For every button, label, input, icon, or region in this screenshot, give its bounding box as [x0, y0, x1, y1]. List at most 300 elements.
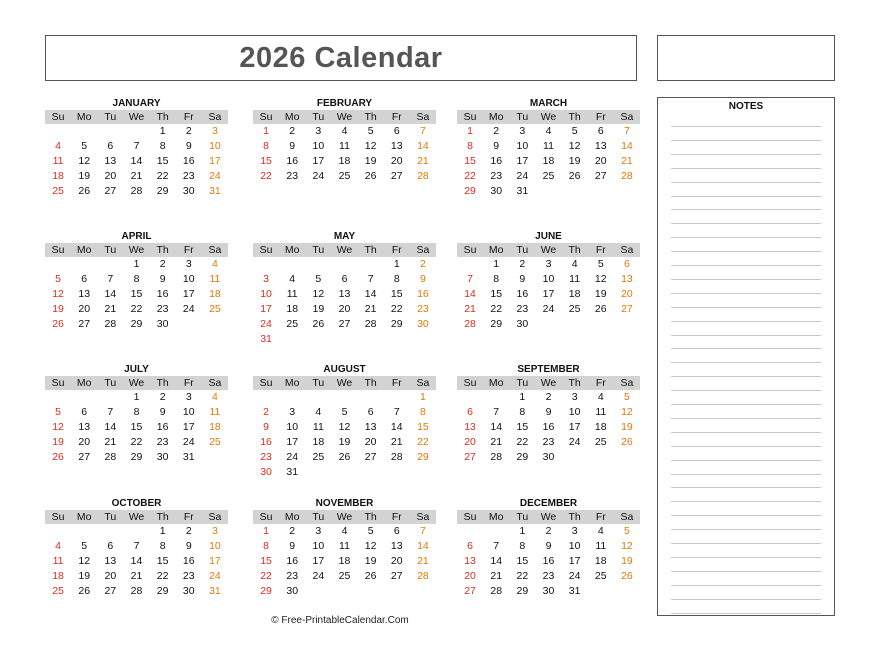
day-cell: 16 [516, 288, 529, 300]
day-cell: 10 [286, 421, 299, 433]
day-cell: 22 [260, 570, 272, 582]
day-cell: 14 [417, 540, 429, 552]
day-cell: 16 [542, 421, 555, 433]
day-cell: 26 [78, 585, 91, 597]
day-cell: 30 [156, 318, 169, 330]
day-cell: 3 [571, 391, 578, 403]
empty-day-cell [483, 524, 509, 539]
day-cell: 15 [417, 421, 429, 433]
day-cell: 12 [52, 421, 64, 433]
day-cell: 6 [623, 258, 630, 270]
weekday-label: Su [463, 377, 477, 389]
day-cell: 7 [367, 273, 374, 285]
day-cell: 16 [156, 288, 169, 300]
notes-line [671, 307, 821, 308]
day-cell: 2 [493, 125, 500, 137]
weekday-label: Fr [391, 511, 402, 523]
day-cell: 5 [315, 273, 322, 285]
day-cell: 24 [312, 570, 325, 582]
day-cell: 4 [211, 258, 218, 270]
weekday-label: Sa [416, 111, 430, 123]
day-cell: 25 [594, 436, 607, 448]
day-cell: 22 [417, 436, 429, 448]
weekday-label: Th [568, 244, 581, 256]
weekday-label: Tu [516, 377, 529, 389]
day-cell: 19 [312, 303, 325, 315]
day-cell: 21 [621, 155, 633, 167]
day-cell: 7 [133, 140, 140, 152]
empty-day-cell [457, 257, 483, 272]
day-cell: 31 [260, 333, 272, 345]
notes-line [671, 487, 821, 488]
day-cell: 26 [594, 303, 607, 315]
weekday-label: We [336, 244, 353, 256]
weekday-label: Tu [104, 511, 117, 523]
day-cell: 19 [621, 555, 633, 567]
day-cell: 27 [364, 451, 377, 463]
day-cell: 9 [493, 140, 500, 152]
weekday-label: Mo [284, 377, 300, 389]
day-cell: 28 [104, 318, 117, 330]
day-cell: 15 [156, 555, 169, 567]
day-cell: 6 [367, 406, 374, 418]
empty-day-cell [97, 257, 123, 272]
weekday-label: Fr [595, 244, 606, 256]
weekday-label: Tu [104, 377, 117, 389]
day-cell: 13 [464, 555, 476, 567]
weekday-label: We [336, 511, 353, 523]
month-name: FEBRUARY [316, 98, 373, 109]
day-cell: 21 [130, 170, 143, 182]
weekday-label: Mo [284, 111, 300, 123]
day-cell: 28 [104, 451, 117, 463]
weekday-label: Su [463, 244, 477, 256]
day-cell: 18 [594, 555, 607, 567]
day-cell: 20 [390, 155, 403, 167]
day-cell: 27 [104, 185, 117, 197]
day-cell: 16 [286, 555, 299, 567]
day-cell: 8 [393, 273, 400, 285]
weekday-label: Su [463, 111, 477, 123]
day-cell: 25 [209, 303, 221, 315]
day-cell: 1 [133, 258, 140, 270]
day-cell: 20 [621, 288, 633, 300]
weekday-label: Mo [488, 377, 504, 389]
weekday-header [45, 243, 228, 257]
day-cell: 29 [260, 585, 272, 597]
day-cell: 5 [341, 406, 348, 418]
empty-day-cell [123, 124, 149, 139]
empty-day-cell [123, 524, 149, 539]
day-cell: 26 [621, 570, 633, 582]
day-cell: 22 [130, 436, 143, 448]
day-cell: 2 [289, 125, 296, 137]
day-cell: 4 [289, 273, 296, 285]
day-cell: 27 [594, 170, 607, 182]
day-cell: 22 [516, 436, 529, 448]
day-cell: 12 [364, 140, 377, 152]
day-cell: 15 [490, 288, 503, 300]
day-cell: 8 [263, 540, 269, 552]
weekday-label: Su [259, 511, 273, 523]
day-cell: 8 [493, 273, 500, 285]
day-cell: 9 [185, 540, 192, 552]
day-cell: 25 [594, 570, 607, 582]
day-cell: 27 [621, 303, 633, 315]
day-cell: 23 [490, 170, 503, 182]
day-cell: 22 [130, 303, 143, 315]
weekday-header [253, 510, 436, 524]
weekday-label: Tu [104, 111, 117, 123]
day-cell: 8 [159, 140, 166, 152]
weekday-header [253, 110, 436, 124]
notes-line [671, 571, 821, 572]
day-cell: 29 [130, 451, 143, 463]
empty-day-cell [279, 390, 305, 405]
weekday-label: We [128, 244, 145, 256]
day-cell: 1 [159, 525, 166, 537]
day-cell: 7 [419, 525, 426, 537]
day-cell: 26 [621, 436, 633, 448]
day-cell: 24 [182, 303, 195, 315]
day-cell: 21 [364, 303, 377, 315]
day-cell: 29 [130, 318, 143, 330]
day-cell: 30 [182, 185, 195, 197]
weekday-label: Fr [183, 377, 194, 389]
day-cell: 23 [182, 570, 195, 582]
weekday-label: Tu [312, 111, 325, 123]
day-cell: 19 [364, 555, 377, 567]
weekday-label: Th [568, 111, 581, 123]
day-cell: 30 [542, 585, 555, 597]
weekday-label: Su [51, 511, 65, 523]
day-cell: 24 [568, 436, 581, 448]
day-cell: 23 [260, 451, 272, 463]
weekday-header [457, 376, 640, 390]
empty-day-cell [358, 390, 384, 405]
day-cell: 7 [467, 273, 473, 285]
day-cell: 18 [286, 303, 299, 315]
weekday-label: Tu [516, 244, 529, 256]
day-cell: 26 [52, 451, 64, 463]
weekday-label: Th [364, 111, 377, 123]
month-name: JUNE [535, 231, 562, 242]
notes-line [671, 460, 821, 461]
weekday-label: Tu [516, 511, 529, 523]
empty-day-cell [457, 524, 483, 539]
day-cell: 30 [286, 585, 299, 597]
day-cell: 24 [286, 451, 299, 463]
day-cell: 9 [289, 140, 296, 152]
empty-day-cell [71, 257, 97, 272]
day-cell: 6 [597, 125, 604, 137]
day-cell: 27 [338, 318, 351, 330]
day-cell: 13 [338, 288, 351, 300]
day-cell: 4 [597, 525, 604, 537]
day-cell: 6 [107, 540, 114, 552]
day-cell: 12 [52, 288, 64, 300]
day-cell: 16 [286, 155, 299, 167]
day-cell: 28 [621, 170, 633, 182]
weekday-label: Fr [183, 111, 194, 123]
day-cell: 10 [209, 140, 221, 152]
day-cell: 13 [78, 421, 91, 433]
day-cell: 20 [78, 436, 91, 448]
day-cell: 21 [464, 303, 476, 315]
notes-line [671, 362, 821, 363]
weekday-label: Fr [595, 511, 606, 523]
day-cell: 8 [159, 540, 166, 552]
month-june [457, 230, 640, 332]
weekday-label: Th [156, 244, 169, 256]
weekday-label: Mo [76, 244, 92, 256]
empty-day-cell [279, 257, 305, 272]
weekday-label: Tu [312, 511, 325, 523]
weekday-label: Mo [488, 111, 504, 123]
notes-line [671, 321, 821, 322]
day-cell: 6 [107, 140, 114, 152]
day-cell: 28 [390, 451, 403, 463]
month-may [253, 230, 436, 347]
day-cell: 14 [104, 421, 117, 433]
notes-line [671, 474, 821, 475]
day-cell: 12 [312, 288, 325, 300]
notes-line [671, 446, 821, 447]
day-cell: 17 [209, 555, 221, 567]
day-cell: 12 [621, 540, 633, 552]
day-cell: 25 [338, 170, 351, 182]
notes-line [671, 348, 821, 349]
day-cell: 13 [464, 421, 476, 433]
day-cell: 10 [516, 140, 529, 152]
month-name: OCTOBER [111, 498, 162, 509]
day-grid [45, 390, 228, 465]
day-cell: 13 [594, 140, 607, 152]
weekday-label: Sa [620, 511, 634, 523]
day-cell: 21 [104, 303, 117, 315]
day-cell: 1 [263, 525, 269, 537]
month-name: AUGUST [323, 364, 366, 375]
day-cell: 15 [464, 155, 476, 167]
day-cell: 18 [209, 288, 221, 300]
day-cell: 7 [623, 125, 630, 137]
day-cell: 18 [568, 288, 581, 300]
day-cell: 9 [519, 273, 526, 285]
day-cell: 15 [130, 421, 143, 433]
day-cell: 5 [367, 125, 374, 137]
weekday-label: Mo [76, 377, 92, 389]
day-cell: 5 [367, 525, 374, 537]
notes-line [671, 390, 821, 391]
day-cell: 21 [490, 436, 503, 448]
day-cell: 1 [133, 391, 140, 403]
day-cell: 2 [263, 406, 269, 418]
day-cell: 14 [104, 288, 117, 300]
day-cell: 4 [55, 540, 61, 552]
day-cell: 29 [490, 318, 503, 330]
day-cell: 21 [490, 570, 503, 582]
day-cell: 9 [159, 273, 166, 285]
day-cell: 14 [490, 421, 503, 433]
day-cell: 13 [104, 155, 117, 167]
notes-line [671, 168, 821, 169]
day-cell: 21 [104, 436, 117, 448]
day-cell: 7 [107, 273, 114, 285]
day-cell: 30 [156, 451, 169, 463]
day-cell: 14 [621, 140, 633, 152]
weekday-label: We [128, 377, 145, 389]
notes-line [671, 209, 821, 210]
day-cell: 13 [78, 288, 91, 300]
notes-line [671, 154, 821, 155]
day-cell: 7 [107, 406, 114, 418]
day-cell: 14 [130, 155, 143, 167]
day-cell: 11 [209, 406, 221, 418]
weekday-label: Sa [208, 111, 222, 123]
day-cell: 5 [623, 525, 630, 537]
day-cell: 20 [390, 555, 403, 567]
day-cell: 31 [209, 185, 221, 197]
day-cell: 9 [289, 540, 296, 552]
day-cell: 4 [597, 391, 604, 403]
day-cell: 23 [542, 570, 555, 582]
weekday-label: Sa [416, 377, 430, 389]
day-cell: 4 [341, 525, 348, 537]
day-cell: 25 [286, 318, 299, 330]
notes-line [671, 126, 821, 127]
day-cell: 10 [312, 540, 325, 552]
day-cell: 31 [209, 585, 221, 597]
blank-header-box [657, 35, 835, 81]
empty-day-cell [97, 390, 123, 405]
day-cell: 11 [595, 540, 607, 552]
day-cell: 10 [209, 540, 221, 552]
day-cell: 7 [493, 406, 500, 418]
empty-day-cell [305, 257, 331, 272]
day-cell: 14 [130, 555, 143, 567]
day-cell: 16 [417, 288, 429, 300]
day-cell: 23 [182, 170, 195, 182]
day-cell: 12 [78, 555, 91, 567]
notes-line [671, 335, 821, 336]
weekday-label: Su [51, 111, 65, 123]
day-cell: 5 [81, 140, 88, 152]
day-cell: 26 [338, 451, 351, 463]
day-cell: 7 [493, 540, 500, 552]
weekday-label: Tu [516, 111, 529, 123]
day-cell: 20 [338, 303, 351, 315]
empty-day-cell [97, 524, 123, 539]
day-grid [253, 390, 436, 480]
day-cell: 5 [571, 125, 578, 137]
day-cell: 18 [542, 155, 555, 167]
day-cell: 1 [467, 125, 473, 137]
day-cell: 17 [182, 288, 195, 300]
day-cell: 23 [286, 570, 299, 582]
day-cell: 3 [315, 125, 322, 137]
notes-line [671, 529, 821, 530]
day-cell: 26 [312, 318, 325, 330]
weekday-label: Mo [76, 111, 92, 123]
weekday-label: Tu [312, 244, 325, 256]
day-cell: 26 [52, 318, 64, 330]
weekday-label: Sa [208, 244, 222, 256]
weekday-label: Th [364, 511, 377, 523]
notes-line [671, 196, 821, 197]
day-cell: 12 [621, 406, 633, 418]
day-cell: 10 [312, 140, 325, 152]
day-cell: 12 [568, 140, 581, 152]
day-cell: 30 [542, 451, 555, 463]
weekday-label: We [540, 111, 557, 123]
day-cell: 9 [185, 140, 192, 152]
day-cell: 20 [78, 303, 91, 315]
day-cell: 25 [52, 185, 64, 197]
day-cell: 23 [156, 303, 169, 315]
day-cell: 27 [464, 451, 476, 463]
empty-day-cell [45, 390, 71, 405]
day-cell: 3 [211, 525, 218, 537]
day-cell: 24 [209, 570, 221, 582]
day-cell: 21 [417, 155, 429, 167]
month-january [45, 97, 228, 199]
day-cell: 18 [52, 570, 64, 582]
day-cell: 3 [545, 258, 552, 270]
day-cell: 22 [464, 170, 476, 182]
day-cell: 25 [542, 170, 555, 182]
day-cell: 30 [182, 585, 195, 597]
day-cell: 13 [104, 555, 117, 567]
day-cell: 18 [209, 421, 221, 433]
day-cell: 29 [417, 451, 429, 463]
day-cell: 8 [133, 273, 140, 285]
weekday-label: We [128, 111, 145, 123]
day-cell: 11 [595, 406, 607, 418]
notes-line [671, 237, 821, 238]
footer-credit: © Free-PrintableCalendar.Com [271, 615, 409, 626]
empty-day-cell [71, 124, 97, 139]
day-cell: 17 [568, 421, 581, 433]
day-cell: 3 [185, 391, 192, 403]
notes-panel [657, 97, 835, 616]
weekday-header [45, 376, 228, 390]
day-cell: 4 [341, 125, 348, 137]
empty-day-cell [483, 390, 509, 405]
weekday-label: We [540, 377, 557, 389]
day-cell: 1 [519, 525, 526, 537]
day-grid [253, 124, 436, 184]
day-cell: 19 [78, 170, 91, 182]
month-name: NOVEMBER [315, 498, 374, 509]
day-cell: 3 [519, 125, 526, 137]
day-cell: 3 [315, 525, 322, 537]
day-cell: 3 [263, 273, 269, 285]
day-cell: 5 [623, 391, 630, 403]
weekday-label: We [540, 511, 557, 523]
day-cell: 8 [519, 406, 526, 418]
day-cell: 14 [417, 140, 429, 152]
weekday-label: Fr [391, 244, 402, 256]
day-cell: 11 [339, 540, 350, 552]
day-cell: 8 [467, 140, 473, 152]
day-cell: 13 [364, 421, 377, 433]
day-cell: 19 [78, 570, 91, 582]
day-cell: 15 [156, 155, 169, 167]
weekday-label: Fr [391, 377, 402, 389]
weekday-label: Th [156, 377, 169, 389]
day-cell: 17 [542, 288, 555, 300]
day-cell: 11 [52, 555, 64, 567]
